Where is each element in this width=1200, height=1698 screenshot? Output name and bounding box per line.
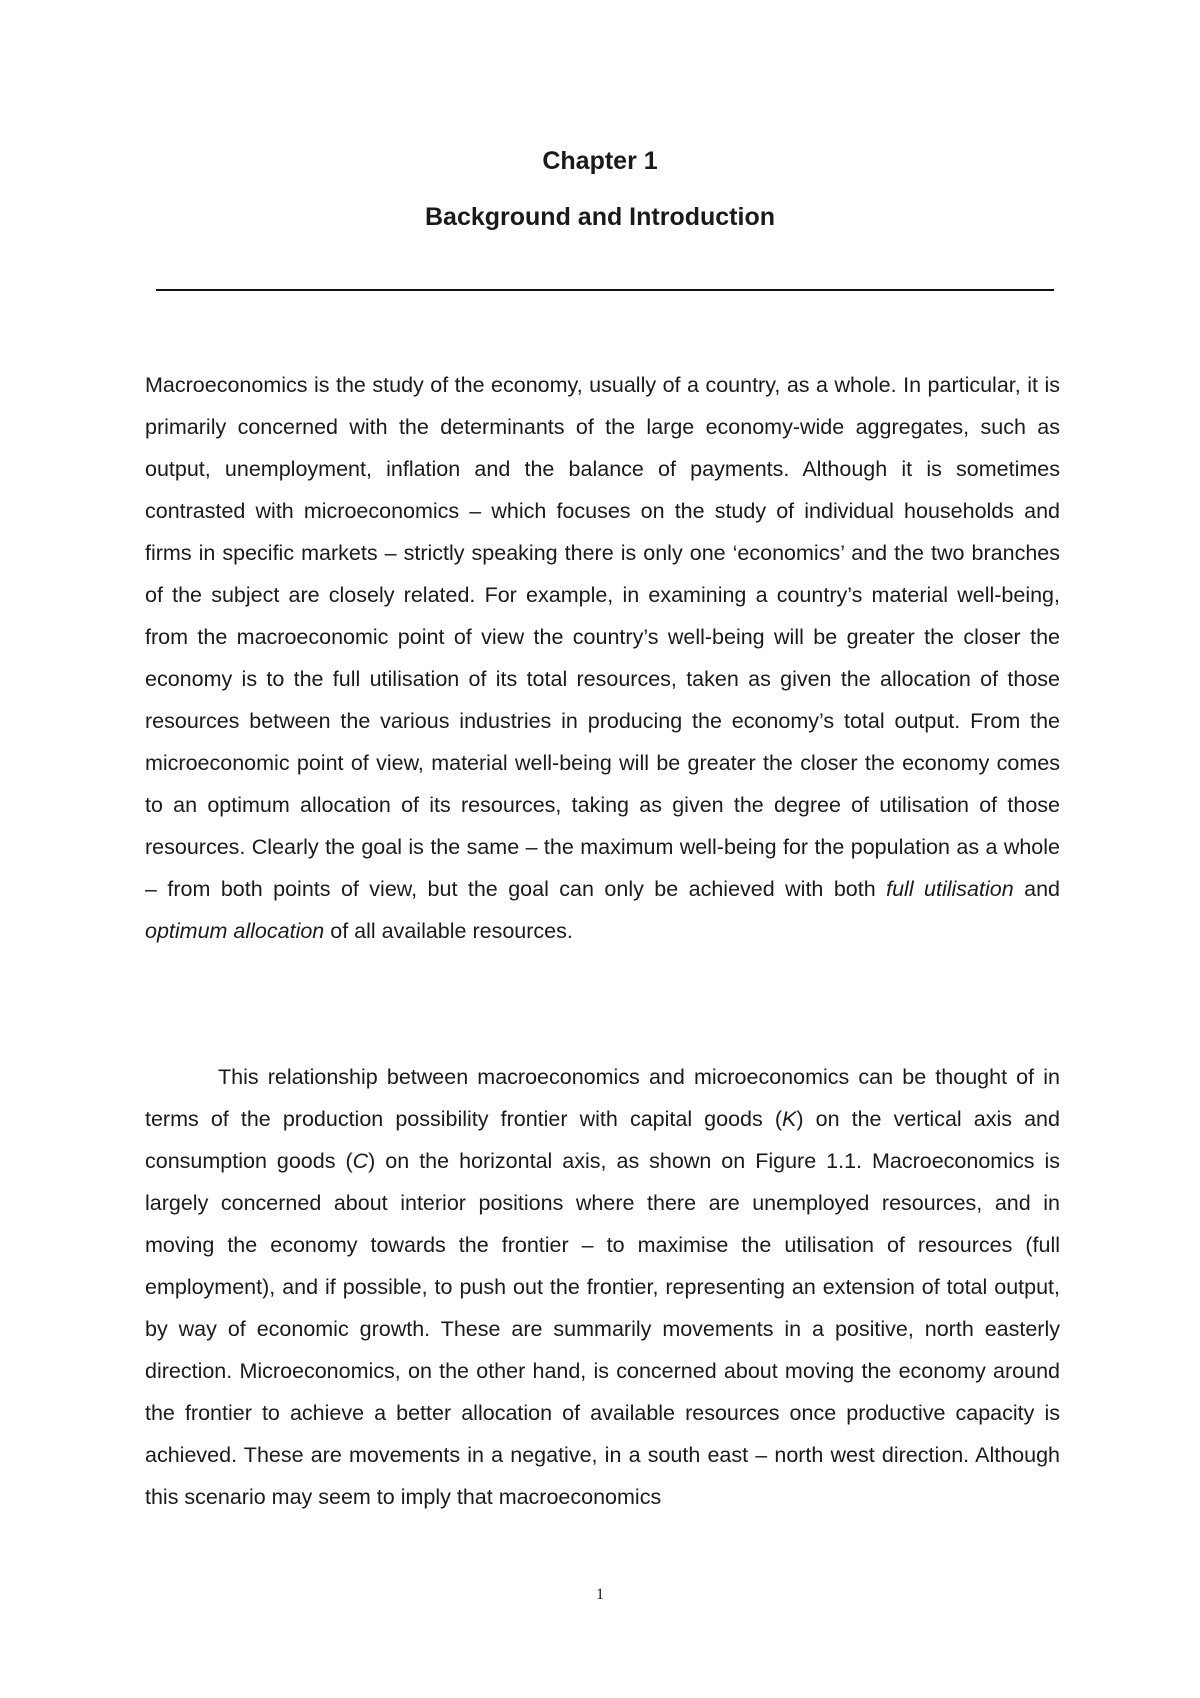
- emphasis-optimum-allocation: optimum allocation: [145, 919, 325, 943]
- paragraph-2-text-b: ) on the vertical axis and consumption goods (: [145, 1107, 1060, 1173]
- chapter-number: Chapter 1: [542, 147, 658, 175]
- page-number: 1: [596, 1586, 604, 1603]
- paragraph-2: [145, 1056, 1060, 1518]
- paragraph-2-text-a: This relationship between macroeconomics and microeconomics can be thought of in terms of the production possibility frontier with capital goods (: [145, 1065, 1060, 1131]
- title-divider: [156, 289, 1054, 291]
- chapter-title: Background and Introduction: [425, 203, 775, 231]
- paragraph-1-text-b: and: [1013, 877, 1060, 901]
- symbol-capital-k: K: [782, 1107, 797, 1131]
- emphasis-full-utilisation: full utilisation: [886, 877, 1014, 901]
- paragraph-1: [145, 364, 1060, 952]
- symbol-consumption-c: C: [352, 1149, 369, 1173]
- paragraph-1-text-a: Macroeconomics is the study of the economy, usually of a country, as a whole. In particular, it is primarily concerned with the determinants of the large economy-wide aggregates, such as output, unemployment, inflation and the balance of payments. Although it is sometimes contrasted with microeconomics – which focuses on the study of individual households and firms in specific markets – strictly speaking there is only one ‘economics’ and the two branches of the subject are closely related. For example, in examining a country’s material well-being, from the macroeconomic point of view the country’s well-being will be greater the closer the economy is to the full utilisation of its total resources, taken as given the allocation of those resources between the various industries in producing the economy’s total output. From the microeconomic point of view, material well-being will be greater the closer the economy comes to an optimum allocation of its resources, taking as given the degree of utilisation of those resources. Clearly the goal is the same – the maximum well-being for the population as a whole – from both points of view, but the goal can only be achieved with both: [145, 373, 1060, 901]
- paragraph-1-text-c: of all available resources.: [324, 919, 573, 943]
- paragraph-2-text-c: ) on the horizontal axis, as shown on Figure 1.1. Macroeconomics is largely concerned about interior positions where there are unemployed resources, and in moving the economy towards the frontier – to maximise the utilisation of resources (full employment), and if possible, to push out the frontier, representing an extension of total output, by way of economic growth. These are summarily movements in a positive, north easterly direction. Microeconomics, on the other hand, is concerned about moving the economy around the frontier to achieve a better allocation of available resources once productive capacity is achieved. These are movements in a negative, in a south east – north west direction. Although this scenario may seem to imply that macroeconomics: [145, 1149, 1060, 1509]
